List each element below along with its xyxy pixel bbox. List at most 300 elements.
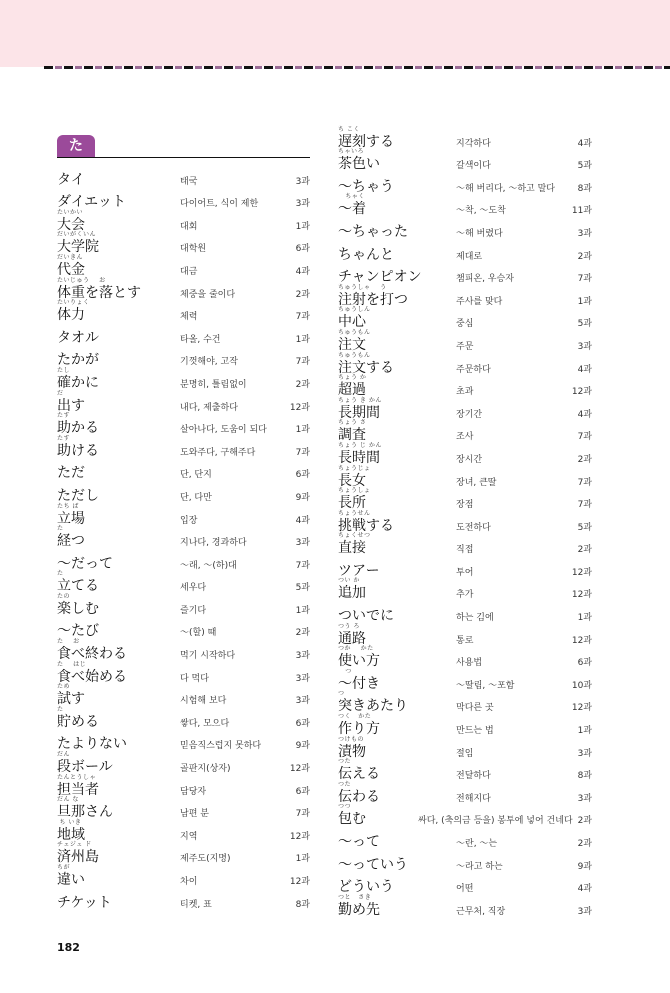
dashed-divider [44, 66, 670, 69]
japanese-word [57, 169, 85, 189]
vocab-entry [338, 351, 592, 382]
word-text: 済州島 [57, 849, 99, 866]
vocab-entry [57, 326, 310, 349]
japanese-word [338, 893, 380, 919]
korean-meaning: 장점 [456, 500, 474, 511]
lesson-number: 7과 [295, 447, 310, 458]
word-text: 挑戦する [338, 517, 394, 534]
word-text: 地域 [57, 826, 85, 843]
korean-meaning: ～해 버렸다 [456, 228, 503, 239]
word-text: ただし [57, 487, 99, 504]
korean-meaning: 투어 [456, 567, 474, 578]
vocab-list-left [57, 168, 310, 914]
lesson-number: 5과 [295, 583, 310, 594]
furigana: たし [57, 366, 71, 374]
vocab-entry [338, 441, 592, 469]
vocab-entry [57, 773, 310, 804]
furigana: た [57, 705, 64, 713]
word-text: 突きあたり [338, 698, 408, 715]
vocab-entry [57, 412, 310, 440]
vocab-entry [57, 660, 310, 691]
vocab-entry [338, 464, 592, 495]
vocab-entry [338, 690, 592, 721]
word-text: 食べ終わる [57, 646, 127, 663]
vocab-entry [57, 733, 310, 759]
furigana: ちゃいろ [338, 148, 365, 156]
word-text: 旦那さん [57, 804, 113, 821]
word-text: 通路 [338, 630, 366, 647]
word-text: 勤め先 [338, 901, 380, 918]
lesson-number: 2과 [577, 251, 592, 262]
furigana: ちゅうもん [338, 351, 371, 359]
word-text: タオル [57, 329, 99, 346]
furigana: つた [338, 780, 352, 788]
lesson-number: 9과 [295, 492, 310, 503]
furigana: ちょう じ かん [338, 441, 382, 449]
furigana: ちゅうしん [338, 306, 371, 314]
lesson-number: 4과 [577, 884, 592, 895]
vocab-entry [57, 231, 310, 259]
korean-meaning: 쌓다, 모으다 [180, 718, 230, 729]
vocab-entry [338, 487, 592, 515]
lesson-number: 12과 [571, 703, 592, 714]
korean-meaning: 하는 김에 [456, 613, 494, 624]
japanese-word [57, 892, 112, 912]
korean-meaning: 추가 [456, 590, 474, 601]
korean-meaning: 살아나다, 도움이 되다 [180, 425, 267, 436]
vocab-entry [338, 853, 592, 876]
vocab-entry [338, 735, 592, 766]
word-text: ～ちゃった [338, 223, 408, 240]
lesson-number: 8과 [295, 899, 310, 910]
korean-meaning: 전해지다 [456, 793, 491, 804]
vocab-entry [338, 803, 592, 831]
word-text: 長所 [338, 495, 366, 512]
vocab-entry [338, 243, 592, 266]
furigana: ちょう か [338, 374, 367, 382]
lesson-number: 3과 [295, 673, 310, 684]
lesson-number: 1과 [295, 605, 310, 616]
lesson-number: 12과 [289, 877, 310, 887]
vocab-entry [57, 434, 310, 462]
vocab-entry [338, 780, 592, 811]
korean-meaning: 티켓, 표 [180, 899, 212, 910]
lesson-number: 4과 [577, 138, 592, 149]
korean-meaning: 장시간 [456, 454, 483, 465]
korean-meaning: 도와주다, 구해주다 [180, 447, 256, 458]
vocab-entry [57, 525, 310, 553]
lesson-number: 7과 [577, 432, 592, 443]
lesson-number: 4과 [577, 364, 592, 375]
vocab-entry [338, 283, 592, 314]
word-text: 長時間 [338, 449, 380, 466]
lesson-number: 7과 [577, 500, 592, 511]
vocab-entry [57, 864, 310, 891]
section-header [57, 135, 310, 158]
word-text: ツアー [338, 562, 380, 579]
word-text: 中心 [338, 314, 366, 331]
word-text: 出す [57, 397, 85, 414]
word-text: 伝わる [338, 788, 380, 805]
korean-meaning: 단, 다만 [180, 492, 212, 503]
word-text: タイ [57, 171, 85, 188]
vocab-entry [57, 841, 310, 869]
furigana: ちょくせつ [338, 532, 371, 540]
word-text: 包む [338, 811, 366, 828]
lesson-number: 1과 [577, 296, 592, 307]
word-text: 楽しむ [57, 600, 99, 617]
korean-meaning: 챔피온, 우승자 [456, 274, 514, 285]
lesson-number: 3과 [295, 199, 310, 210]
lesson-number: 2과 [577, 816, 592, 827]
furigana: ため [57, 683, 71, 691]
korean-meaning: 시험해 보다 [180, 696, 227, 707]
lesson-number: 11과 [571, 206, 592, 217]
page-number: 182 [57, 941, 80, 954]
vocab-entry [338, 306, 592, 334]
vocab-entry [57, 462, 310, 485]
word-text: ～だって [57, 555, 113, 572]
vocab-entry [57, 349, 310, 372]
furigana: だん [57, 751, 71, 759]
vocab-entry [338, 645, 592, 673]
word-text: ～っていう [338, 856, 408, 873]
korean-meaning: 지역 [180, 831, 198, 842]
lesson-number: 3과 [577, 228, 592, 239]
vocab-entry [338, 559, 592, 585]
japanese-word [57, 299, 90, 324]
korean-meaning: 근무처, 직장 [456, 906, 506, 917]
furigana: たす [57, 412, 71, 420]
furigana: だ [57, 389, 64, 397]
furigana: つ [338, 667, 352, 675]
lesson-number: 7과 [295, 809, 310, 820]
furigana: つう ろ [338, 622, 360, 630]
vocab-entry [338, 148, 592, 176]
japanese-word [57, 327, 99, 347]
vocab-entry [338, 622, 592, 653]
lesson-number: 12과 [289, 402, 310, 413]
korean-meaning: 제주도(지명) [180, 854, 231, 865]
lesson-number: 12과 [571, 590, 592, 601]
lesson-number: 8과 [577, 183, 592, 194]
furigana: ちが [57, 864, 71, 871]
japanese-word [338, 221, 408, 241]
lesson-number: 8과 [577, 771, 592, 782]
korean-meaning: 다이어트, 식이 제한 [180, 199, 259, 210]
korean-meaning: 세우다 [180, 583, 207, 594]
word-text: 担当者 [57, 781, 99, 798]
lesson-number: 1과 [577, 613, 592, 624]
vocab-entry [57, 638, 310, 665]
lesson-number: 1과 [295, 425, 310, 436]
korean-meaning: 대회 [180, 221, 198, 232]
vocab-entry [338, 604, 592, 627]
vocab-entry [338, 577, 592, 605]
lesson-number: 12과 [289, 831, 310, 842]
word-text: チャンピオン [338, 269, 422, 286]
furigana: たす [57, 434, 71, 442]
furigana: た お [57, 638, 80, 646]
lesson-number: 2과 [577, 839, 592, 849]
furigana: たいかい [57, 208, 84, 216]
lesson-number: 3과 [577, 341, 592, 352]
word-text: 食べ始める [57, 668, 127, 685]
japanese-word [338, 577, 366, 602]
vocab-entry [57, 592, 310, 620]
lesson-number: 3과 [295, 538, 310, 549]
word-text: 直接 [338, 540, 366, 557]
korean-meaning: 즐기다 [180, 605, 207, 616]
word-text: 体重を落とす [57, 284, 141, 301]
korean-meaning: 싸다, (축의금 등을) 봉투에 넣어 건네다 [418, 816, 573, 827]
vocab-entry [57, 570, 310, 598]
word-text: 立場 [57, 510, 85, 527]
furigana: たいじゅう お [57, 276, 106, 284]
furigana: つけもの [338, 735, 365, 743]
vocab-entry [57, 484, 310, 507]
furigana: たいりょく [57, 299, 90, 307]
japanese-word [57, 705, 99, 731]
furigana: つい か [338, 577, 360, 585]
furigana: つつ [338, 803, 352, 811]
furigana: ちょう さ [338, 419, 367, 427]
vocab-entry [338, 125, 592, 156]
word-text: 段ボール [57, 759, 113, 776]
word-text: 貯める [57, 713, 99, 730]
vocab-entry [338, 667, 592, 698]
korean-meaning: 갈색이다 [456, 161, 491, 172]
word-text: 確かに [57, 374, 99, 391]
japanese-word [338, 148, 380, 173]
lesson-number: 12과 [571, 635, 592, 646]
word-text: 使い方 [338, 653, 380, 670]
furigana: ちょうじょ [338, 464, 371, 472]
korean-meaning: 차이 [180, 877, 198, 887]
vocab-entry [338, 175, 592, 201]
korean-meaning: 지나다, 경과하다 [180, 538, 247, 549]
furigana: ちょうしょ [338, 487, 371, 495]
vocab-entry [57, 796, 310, 824]
furigana: ちゅうしゃ う [338, 283, 387, 291]
lesson-number: 2과 [295, 628, 310, 639]
furigana: ちょうせん [338, 509, 371, 517]
word-text: 調査 [338, 427, 366, 444]
japanese-word [57, 592, 99, 618]
lesson-number: 6과 [295, 244, 310, 255]
vocab-entry [57, 683, 310, 711]
japanese-word [338, 193, 366, 218]
furigana: だん な [57, 796, 79, 804]
word-text: 立てる [57, 578, 99, 595]
korean-meaning: 중심 [456, 319, 474, 330]
header-band [0, 0, 670, 67]
korean-meaning: ～라고 하는 [456, 861, 503, 872]
korean-meaning: 단, 단지 [180, 470, 212, 481]
word-text: 経つ [57, 533, 85, 550]
lesson-number: 7과 [577, 477, 592, 488]
lesson-number: 2과 [577, 545, 592, 556]
vocab-entry [57, 191, 310, 214]
lesson-number: 5과 [577, 522, 592, 533]
korean-meaning: 체중을 줄이다 [180, 289, 236, 300]
korean-meaning: 입장 [180, 515, 198, 526]
lesson-number: 7과 [295, 560, 310, 571]
japanese-word [57, 462, 85, 482]
lesson-number: 3과 [295, 696, 310, 707]
vocab-entry [57, 502, 310, 533]
japanese-word [57, 434, 99, 460]
word-text: ただ [57, 465, 85, 482]
lesson-number: 3과 [577, 748, 592, 759]
furigana: つか かた [338, 645, 374, 653]
word-text: 茶色い [338, 156, 380, 173]
lesson-number: 6과 [577, 658, 592, 669]
furigana: たち ば [57, 502, 79, 510]
vocab-entry [338, 532, 592, 560]
word-text: 超過 [338, 382, 366, 399]
korean-meaning: 남편 분 [180, 809, 209, 820]
word-text: 漬物 [338, 743, 366, 760]
vocab-entry [57, 366, 310, 394]
furigana: だいがくいん [57, 231, 97, 239]
word-text: ～たび [57, 623, 99, 640]
lesson-number: 3과 [295, 651, 310, 662]
word-text: 注射を打つ [338, 291, 408, 308]
word-text: 伝える [338, 766, 380, 783]
korean-meaning: 대금 [180, 266, 198, 277]
vocab-entry [338, 220, 592, 243]
furigana: ちゅうもん [338, 328, 371, 336]
furigana: た [57, 570, 64, 578]
lesson-number: 2과 [295, 379, 310, 390]
furigana: つと さき [338, 893, 372, 901]
word-text: たよりない [57, 736, 127, 753]
korean-meaning: 사용법 [456, 658, 483, 669]
word-text: 追加 [338, 585, 366, 602]
korean-meaning: 담당자 [180, 786, 207, 797]
word-text: 助かる [57, 420, 99, 437]
word-text: 助ける [57, 442, 99, 459]
korean-meaning: 만드는 법 [456, 726, 494, 737]
korean-meaning: 주문 [456, 341, 474, 352]
japanese-word [338, 831, 380, 851]
lesson-number: 6과 [295, 470, 310, 481]
vocab-entry [57, 276, 310, 307]
word-text: 長女 [338, 472, 366, 489]
lesson-number: 1과 [295, 334, 310, 345]
furigana: チェジュ ド [57, 841, 92, 849]
korean-meaning: 다 먹다 [180, 673, 209, 684]
korean-meaning: 직접 [456, 545, 474, 556]
lesson-number: 10과 [571, 680, 592, 691]
furigana: たんとうしゃ [57, 773, 97, 781]
furigana: だいきん [57, 253, 84, 261]
word-text: 長期間 [338, 404, 380, 421]
lesson-number: 5과 [577, 161, 592, 172]
furigana: ち こく [338, 125, 360, 133]
korean-meaning: 타올, 수건 [180, 334, 221, 345]
korean-meaning: ～딸림, ～포함 [456, 680, 515, 691]
lesson-number: 7과 [577, 274, 592, 285]
lesson-number: 1과 [295, 221, 310, 232]
korean-meaning: 태국 [180, 176, 198, 187]
lesson-number: 1과 [577, 726, 592, 737]
lesson-number: 2과 [577, 454, 592, 465]
lesson-number: 6과 [295, 786, 310, 797]
vocab-entry [57, 389, 310, 420]
word-text: 試す [57, 691, 85, 708]
word-text: 代金 [57, 261, 85, 278]
korean-meaning: ～(할) 때 [180, 628, 217, 639]
korean-meaning: 지각하다 [456, 138, 491, 149]
korean-meaning: 골판지(상자) [180, 764, 231, 775]
lesson-number: 2과 [295, 289, 310, 300]
korean-meaning: 막다른 곳 [456, 703, 494, 714]
vocab-entry [338, 758, 592, 786]
lesson-number: 9과 [577, 861, 592, 872]
word-text: たかが [57, 352, 99, 369]
japanese-word [338, 532, 371, 557]
furigana: たの [57, 592, 71, 600]
lesson-number: 5과 [577, 319, 592, 330]
korean-meaning: 주문하다 [456, 364, 491, 375]
lesson-number: 4과 [577, 409, 592, 420]
vocab-entry [338, 193, 592, 221]
furigana: つく かた [338, 713, 372, 721]
korean-meaning: ～래, ～(하)대 [180, 560, 237, 571]
word-text: チケット [57, 894, 112, 911]
korean-meaning: 초과 [456, 387, 474, 398]
korean-meaning: 주사를 맞다 [456, 296, 503, 307]
word-text: 大学院 [57, 239, 99, 256]
vocab-entry [338, 396, 592, 427]
korean-meaning: 체력 [180, 312, 198, 323]
furigana: ち いき [57, 818, 82, 826]
vocab-entry [338, 713, 592, 740]
word-text: ～って [338, 834, 380, 850]
vocab-entry [57, 168, 310, 191]
vocab-entry [338, 509, 592, 540]
word-text: ～付き [338, 675, 380, 692]
word-text: 注文する [338, 359, 394, 376]
japanese-word [338, 803, 366, 828]
korean-meaning: 절임 [456, 748, 474, 759]
word-text: ～ちゃう [338, 178, 394, 195]
word-text: ちゃんと [338, 246, 394, 263]
korean-meaning: 장녀, 큰딸 [456, 477, 497, 488]
furigana: ちゃく [338, 193, 365, 201]
vocab-list-right [338, 125, 592, 921]
lesson-number: 9과 [295, 741, 310, 752]
vocab-entry [57, 891, 310, 914]
vocab-entry [57, 552, 310, 578]
korean-meaning: 제대로 [456, 251, 483, 262]
korean-meaning: ～해 버리다, ～하고 말다 [456, 183, 555, 194]
lesson-number: 7과 [295, 312, 310, 323]
lesson-number: 12과 [571, 387, 592, 398]
furigana: ちょう き かん [338, 396, 382, 404]
korean-meaning: 먹기 시작하다 [180, 651, 236, 662]
word-text: 遅刻する [338, 133, 394, 150]
furigana: た はじ [57, 660, 87, 668]
word-text: 注文 [338, 336, 366, 353]
vocab-entry [57, 299, 310, 327]
korean-meaning: 대학원 [180, 244, 207, 255]
lesson-number: 3과 [577, 793, 592, 804]
word-text: ～着 [338, 201, 366, 218]
korean-meaning: 믿음직스럽지 못하다 [180, 741, 262, 752]
